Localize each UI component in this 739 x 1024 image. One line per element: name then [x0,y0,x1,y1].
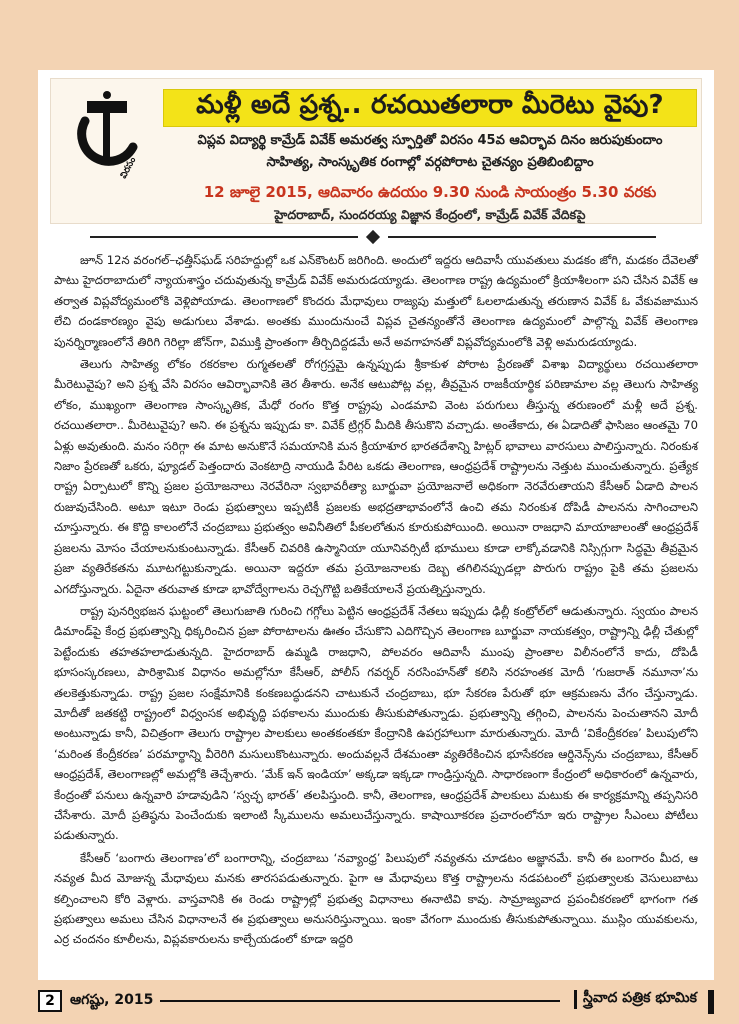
divider-line-right [388,236,656,238]
logo-wordmark: విరసం [118,155,139,181]
page-number: 2 [38,990,62,1012]
divider-diamond-icon [366,230,380,244]
article-paragraph: తెలుగు సాహిత్య లోకం రకరకాల రుగ్మతలతో రోగగ్రస్తమై ఉన్నప్పుడు శ్రీకాకుళ పోరాట ప్రేరణతో విశాఖ విద్యార్థులు రచయితలారా మీరెటువైపు? అని ప్రశ్న వేసి విరసం ఆవిర్భావానికి తెర తీశారు. అనేక ఆటుపోట్ల వల్ల, తీవ్రమైన రాజకీయార్థిక పరిణామాల వల్ల తెలుగు సాహిత్య లోకం, ముఖ్యంగా తెలంగాణ సాంస్కృతిక, మేధో రంగం కొత్త రాష్ట్రపు ఎండమావి వెంట పరుగులు తీస్తున్న తరుణంలో మళ్లీ అదే ప్రశ్న. రచయితలారా.. మీరెటువైపు? అని. ఈ ప్రశ్నను ఇప్పుడు కా. వివేక్ ట్రిగ్గర్ మీదికి తీసుకొని వచ్చాడు. అంతేకాదు, ఈ ఏడాదితో ఫాసిజం ఆంతమై 70 ఏళ్లు అవుతుంది. మనం సరిగ్గా ఈ మాట అనుకొనే సమయానికి మన క్రియాశూర భారతదేశాన్ని హిట్లర్ భావాలు వారసులు పాలిస్తున్నారు. నిరంకుశ నిజాం ప్రేరణతో ఒకరు, ఫ్యూడల్ పెత్తందారు వెంకటాద్రి నాయుడి పేరిట ఒకడు తెలంగాణ, ఆంధ్రప్రదేశ్ రాష్ట్రాలను నెత్తుట ముంచుతున్నారు. ప్రత్యేక రాష్ట్ర ఏర్పాటులో కొన్ని ప్రజల ప్రయోజనాలు నెరవేరినా స్వభావరీత్యా బూర్జువా ప్రయోజనాలే అధికంగా నెరవేరుతాయని కేసీఆర్ ఏడాది పాలన రుజువుచేసింది. అటూ ఇటూ రెండు ప్రభుత్వాలు ఇప్పటికీ ప్రజలకు అభద్రతాభావంలోనే ఉంచి తమ నిరంకుశ దోపిడీ పాలనను సాగించాలని చూస్తున్నారు. ఈ కొద్ది కాలంలోనే చంద్రబాబు ప్రభుత్వం అవినీతిలో పీకలలోతున కూరుకుపోయింది. అయినా రాజధాని మాయాజాలంతో ఆంధ్రప్రదేశ్ ప్రజలను మోసం చేయాలనుకుంటున్నాడు. కేసీఆర్ చివరికి ఉస్మానియా యూనివర్సిటీ భూములు కూడా లాక్కోవడానికి నిస్సిగ్గుగా సిద్ధమై తీవ్రమైన ప్రజా వ్యతిరేకతను మూటగట్టుకున్నాడు. అయినా ఇద్దరూ తమ ప్రయోజనాలకు దెబ్బ తగిలినప్పుడల్లా పొరుగు రాష్ట్రం పైకి తమ ప్రజలను ఎగదోస్తున్నారు. ఏదైనా తరువాత కూడా భావోద్వేగాలను రెచ్చగొట్టి బతికేయాలనే ప్రయత్నిస్తున్నారు. [54,357,698,596]
subtitle-line-2: సాహిత్య, సాంస్కృతిక రంగాల్లో వర్గపోరాట చైతన్యం ప్రతిబింబిద్దాం [266,155,594,170]
article-paragraph: కేసీఆర్ ‘బంగారు తెలంగాణ’లో బంగారాన్ని, చంద్రబాబు ‘నవ్యాంధ్ర’ పిలుపులో నవ్యతను చూడటం అజ్ఞానమే. కానీ ఈ బంగారం మీద, ఆ నవ్యత మీద మోజున్న మేధావులు మనకు తారసపడుతున్నారు. పైగా ఆ మేధావులు కొత్త రాష్ట్రాలను నడపటంలో ప్రభుత్వాలకు వెసులుబాటు కల్పించాలని కోరి వెళ్లారు. వాస్తవానికి ఈ రెండు రాష్ట్రాల్లో ప్రభుత్వ విధానాలు ఈనాటివి కావు. సామ్రాజ్యవాద ప్రపంచీకరణలో భాగంగా గత ప్రభుత్వాలు అమలు చేసిన విధానాలనే ఈ ప్రభుత్వాలు అనుసరిస్తున్నాయి. ఇంకా వేగంగా ముందుకు తీసుకుపోతున్నాయి. ముస్లిం యువకులను, ఎర్ర చందనం కూలీలను, విప్లవకారులను కాల్చేయడంలో కూడా ఇద్దరి [54,850,698,947]
subtitle-line-1: విప్లవ విద్యార్థి కామ్రేడ్ వివేక్ అమరత్వ స్ఫూర్తితో విరసం 45వ ఆవిర్భావ దినం జరుపుకుందాం [197,133,663,148]
hammer-sickle-logo-icon [61,91,153,183]
headline: మళ్లీ అదే ప్రశ్న.. రచయితలారా మీరెటు వైపు? [196,90,664,120]
event-venue: హైదరాబాద్, సుందరయ్య విజ్ఞాన కేంద్రంలో, కామ్రేడ్ వివేక్ వేదికపై [274,207,586,222]
footer-rule [160,1000,560,1002]
journal-name: స్త్రీవాద పత్రిక భూమిక [574,990,697,1009]
issue-date: ఆగష్టు, 2015 [70,992,154,1008]
page-content [38,70,714,980]
article-paragraph: రాష్ట్ర పునర్విభజన ఘట్టంలో తెలుగుజాతి గురించి గగ్గోలు పెట్టిన ఆంధ్రప్రదేశ్ నేతలు ఇప్పుడు ఢిల్లీ కంట్రోల్‌లో ఆడుతున్నారు. స్వయం పాలన డిమాండ్‌పై కేంద్ర ప్రభుత్వాన్ని ధిక్కరించిన ప్రజా పోరాటాలను ఊతం చేసుకొని ఎదిగొచ్చిన తెలంగాణ బూర్జువా నాయకత్వం, రాష్ట్రాన్ని ఢిల్లీ చేతుల్లో పెట్టేందుకు తహతహలాడుతున్నది. హైదరాబాద్ ఉమ్మడి రాజధాని, పోలవరం ఆదివాసీ ముంపు ప్రాంతాల విలీనంలోనే కాదు, దోపిడీ భూసంస్కరణలు, పారిశ్రామిక విధానం అమల్లోనూ కేసీఆర్, పోలీస్ గవర్నర్ నరసింహన్‌తో కలిసి నరహంతక మోదీ ‘గుజరాత్ నమూనా’ను తలకెత్తుకున్నాడు. రాష్ట్ర ప్రజల సంక్షేమానికి కంకణబద్ధుడనని చాటుకునే చంద్రబాబు, భూ సేకరణ పేరుతో భూ ఆక్రమణను వేగం చేస్తున్నాడు. మోదీతో జతకట్టి రాష్ట్రంలో విధ్వంసక అభివృద్ధి పథకాలను ముందుకు తీసుకుపోతున్నాడు. ప్రభుత్వాన్ని తగ్గించి, పాలనను పెంచుతానని మోదీ అంటున్నాడు కానీ, విచిత్రంగా తెలుగు రాష్ట్రాల పాలకులు అంతకంతకూ కేంద్రానికి ఉపగ్రహాలుగా మారుతున్నారు. మోదీ ‘వికేంద్రీకరణ’ పిలుపులోని ‘మరింత కేంద్రీకరణ’ పరమార్థాన్ని వీరెరిగి మసులుకొంటున్నారు. అందువల్లనే దేశమంతా వ్యతిరేకించిన భూసేకరణ ఆర్డినెన్స్‌ను చంద్రబాబు, కేసీఆర్ ఆంధ్రప్రదేశ్, తెలంగాణల్లో అమల్లోకి తెచ్చేశారు. ‘మేక్ ఇన్ ఇండియా’ అక్కడా ఇక్కడా గాండ్రిస్తున్నది. సాధారణంగా కేంద్రంలో అధికారంలో ఉన్నవారు, కేంద్రంతో పనులు ఉన్నవారి హడావుడిని ‘స్వచ్ఛ భారత్’ తలపిస్తుంది. కానీ, తెలంగాణ, ఆంధ్రప్రదేశ్ పాలకులు మటుకు ఈ కార్యక్రమాన్ని తప్పనిసరి చేసేశారు. మోదీ ప్రతిష్ఠను పెంచేందుకు ఇలాంటి స్కీములను అమలుచేస్తున్నారు. కాషాయీకరణ ప్రచారంలోనూ ఇరు రాష్ట్రాల సీఎంలు పోటీలు పడుతున్నారు. [54,603,698,843]
divider-line-left [90,236,358,238]
article-body [54,250,698,952]
event-date-time: 12 జూలై 2015, ఆదివారం ఉదయం 9.30 నుండి సాయంత్రం 5.30 వరకు [203,183,657,201]
headline-strip [163,89,697,127]
ornamental-divider [50,232,702,242]
page-top-band [0,0,739,70]
event-header [50,78,702,224]
footer-end-bar [708,990,714,1014]
page-footer [0,990,739,1024]
article-paragraph: జూన్ 12న వరంగల్–ఛత్తీస్‌ఘడ్ సరిహద్దుల్లో ఒక ఎన్‌కౌంటర్ జరిగింది. అందులో ఇద్దరు ఆదివాసీ యువతులు మడకం జోగి, మడకం దేవెలతో పాటు హైదరాబాదులో న్యాయశాస్త్రం చదువుతున్న కామ్రేడ్ వివేక్ అమరుడయ్యాడు. తెలంగాణ రాష్ట్ర ఉద్యమంలో క్రియాశీలంగా పని చేసిన వివేక్ ఆ తర్వాత విప్లవోద్యమంలోకి వెళ్లిపోయాడు. తెలంగాణలో కొందరు మేధావులు రాజ్యపు మత్తులో ఓలలాడుతున్న తరుణాన వివేక్ ఓ వేకువజామున లేచి దండకారణ్యం వైపు అడుగులు వేశాడు. అంతకు ముందునుంచే విప్లవ చైతన్యంతోనే తెలంగాణ ఉద్యమంలో పాల్గొన్న వివేక్ తెలంగాణ పునర్నిర్మాణంలోనే తిరిగి గెరిల్లా జోన్‌గా, విముక్తి ప్రాంతంగా తీర్చిదిద్దడమే అనే అవగాహనతో విప్లవోద్యమంలోకి వెళ్లి అమరుడయ్యాడు. [54,253,698,349]
